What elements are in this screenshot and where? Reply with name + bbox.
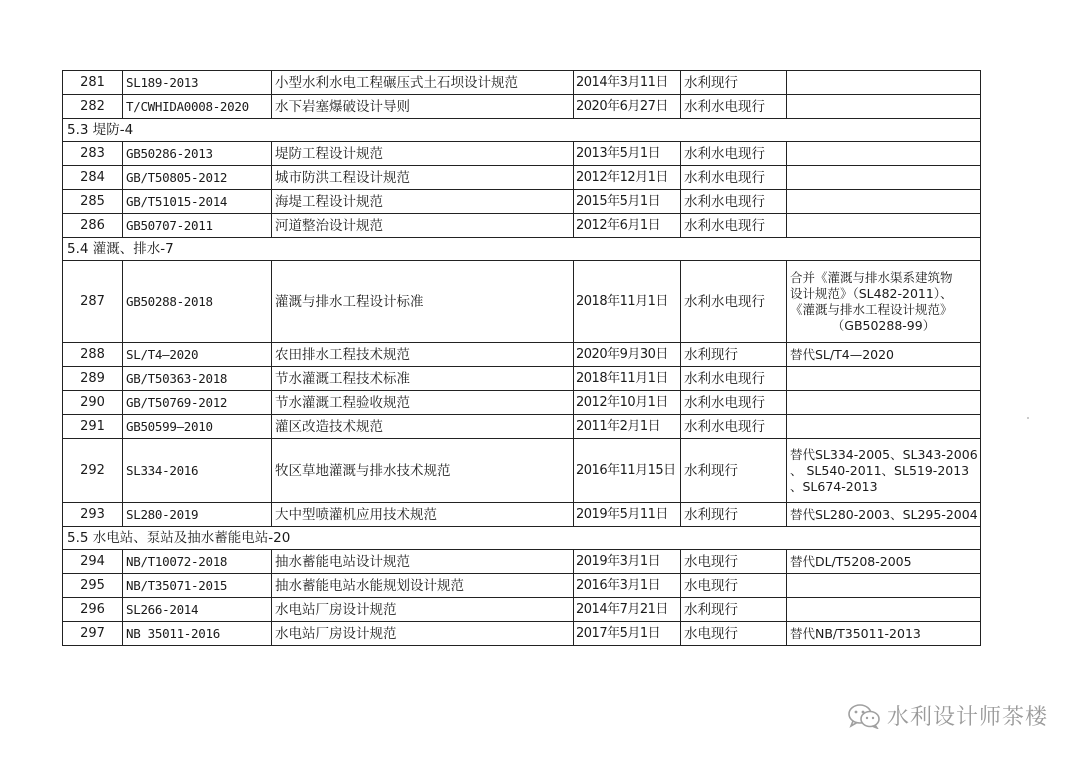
- standard-name: 水下岩塞爆破设计导则: [272, 95, 574, 119]
- status-text: 水利水电现行: [681, 415, 787, 439]
- standard-code: SL189-2013: [123, 71, 272, 95]
- status-text: 水电现行: [681, 574, 787, 598]
- status-text: 水利现行: [681, 503, 787, 527]
- standard-code: SL266-2014: [123, 598, 272, 622]
- section-header-row: [63, 527, 981, 550]
- row-number: 294: [63, 550, 123, 574]
- standard-name: 牧区草地灌溉与排水技术规范: [272, 439, 574, 503]
- effective-date: 2015年5月1日: [574, 190, 681, 214]
- standard-name: 水电站厂房设计规范: [272, 622, 574, 646]
- row-number: 290: [63, 391, 123, 415]
- table-row: [63, 598, 981, 622]
- remark: [787, 142, 981, 166]
- row-number: 282: [63, 95, 123, 119]
- scan-speck: [1027, 417, 1029, 419]
- table-row: [63, 214, 981, 238]
- status-text: 水利水电现行: [681, 142, 787, 166]
- remark-line: 合并《灌溉与排水渠系建筑物: [790, 269, 953, 285]
- remark: [787, 415, 981, 439]
- section-title: 5.4 灌溉、排水-7: [63, 238, 981, 261]
- row-number: 293: [63, 503, 123, 527]
- row-number: 283: [63, 142, 123, 166]
- table-row: [63, 415, 981, 439]
- effective-date: 2020年9月30日: [574, 343, 681, 367]
- standard-code: GB/T50769-2012: [123, 391, 272, 415]
- standard-name: 大中型喷灌机应用技术规范: [272, 503, 574, 527]
- remark: [787, 439, 981, 503]
- standard-name: 抽水蓄能电站设计规范: [272, 550, 574, 574]
- table-row: [63, 439, 981, 503]
- standard-name: 河道整治设计规范: [272, 214, 574, 238]
- effective-date: 2018年11月1日: [574, 367, 681, 391]
- effective-date: 2012年6月1日: [574, 214, 681, 238]
- remark: [787, 598, 981, 622]
- table-row: [63, 190, 981, 214]
- row-number: 287: [63, 261, 123, 343]
- table-row: [63, 391, 981, 415]
- table-row: [63, 367, 981, 391]
- standard-name: 节水灌溉工程技术标准: [272, 367, 574, 391]
- standard-code: GB50599—2010: [123, 415, 272, 439]
- standard-code: GB/T51015-2014: [123, 190, 272, 214]
- table-row: [63, 261, 981, 343]
- standard-name: 城市防洪工程设计规范: [272, 166, 574, 190]
- standard-name: 堤防工程设计规范: [272, 142, 574, 166]
- status-text: 水电现行: [681, 550, 787, 574]
- table-row: [63, 550, 981, 574]
- standard-code: NB/T10072-2018: [123, 550, 272, 574]
- standard-code: NB 35011-2016: [123, 622, 272, 646]
- effective-date: 2017年5月1日: [574, 622, 681, 646]
- status-text: 水利水电现行: [681, 391, 787, 415]
- row-number: 285: [63, 190, 123, 214]
- remark: [787, 190, 981, 214]
- remark-line: 、SL674-2013: [790, 478, 878, 494]
- effective-date: 2016年11月15日: [574, 439, 681, 503]
- row-number: 284: [63, 166, 123, 190]
- section-header-row: [63, 119, 981, 142]
- effective-date: 2019年5月11日: [574, 503, 681, 527]
- status-text: 水利现行: [681, 343, 787, 367]
- remark: [787, 71, 981, 95]
- effective-date: 2019年3月1日: [574, 550, 681, 574]
- row-number: 295: [63, 574, 123, 598]
- remark-line: 《灌溉与排水工程设计规范》: [790, 301, 953, 317]
- row-number: 281: [63, 71, 123, 95]
- standard-name: 灌区改造技术规范: [272, 415, 574, 439]
- effective-date: 2014年3月11日: [574, 71, 681, 95]
- standard-name: 灌溉与排水工程设计标准: [272, 261, 574, 343]
- standard-name: 抽水蓄能电站水能规划设计规范: [272, 574, 574, 598]
- table-row: [63, 95, 981, 119]
- remark: [787, 166, 981, 190]
- effective-date: 2018年11月1日: [574, 261, 681, 343]
- standard-code: GB/T50805-2012: [123, 166, 272, 190]
- effective-date: 2012年10月1日: [574, 391, 681, 415]
- standard-name: 海堤工程设计规范: [272, 190, 574, 214]
- standard-code: SL334-2016: [123, 439, 272, 503]
- watermark-text: 水利设计师茶楼: [886, 705, 1048, 730]
- table-row: [63, 574, 981, 598]
- standard-code: NB/T35071-2015: [123, 574, 272, 598]
- standard-code: GB/T50363-2018: [123, 367, 272, 391]
- standard-name: 农田排水工程技术规范: [272, 343, 574, 367]
- effective-date: 2012年12月1日: [574, 166, 681, 190]
- remark-line: 替代SL334-2005、SL343-2006: [790, 446, 978, 462]
- remark: [787, 391, 981, 415]
- status-text: 水利现行: [681, 439, 787, 503]
- standard-code: GB50288-2018: [123, 261, 272, 343]
- table-row: [63, 503, 981, 527]
- table-row: [63, 166, 981, 190]
- status-text: 水利水电现行: [681, 190, 787, 214]
- standards-table: [62, 70, 981, 646]
- standard-code: GB50286-2013: [123, 142, 272, 166]
- status-text: 水利水电现行: [681, 214, 787, 238]
- standard-name: 节水灌溉工程验收规范: [272, 391, 574, 415]
- row-number: 286: [63, 214, 123, 238]
- standard-code: SL280-2019: [123, 503, 272, 527]
- watermark: [847, 700, 1048, 731]
- section-title: 5.5 水电站、泵站及抽水蓄能电站-20: [63, 527, 981, 550]
- remark-line: 、 SL540-2011、SL519-2013: [790, 462, 970, 478]
- status-text: 水利水电现行: [681, 166, 787, 190]
- row-number: 288: [63, 343, 123, 367]
- remark: [787, 574, 981, 598]
- wechat-icon: [847, 703, 881, 729]
- row-number: 289: [63, 367, 123, 391]
- remark: 替代SL/T4—2020: [787, 343, 981, 367]
- effective-date: 2013年5月1日: [574, 142, 681, 166]
- table-row: [63, 622, 981, 646]
- status-text: 水利现行: [681, 598, 787, 622]
- row-number: 292: [63, 439, 123, 503]
- row-number: 291: [63, 415, 123, 439]
- effective-date: 2011年2月1日: [574, 415, 681, 439]
- standard-name: 水电站厂房设计规范: [272, 598, 574, 622]
- effective-date: 2020年6月27日: [574, 95, 681, 119]
- table-row: [63, 71, 981, 95]
- standard-code: GB50707-2011: [123, 214, 272, 238]
- effective-date: 2016年3月1日: [574, 574, 681, 598]
- remark: 替代DL/T5208-2005: [787, 550, 981, 574]
- remark: [787, 367, 981, 391]
- row-number: 297: [63, 622, 123, 646]
- status-text: 水利水电现行: [681, 95, 787, 119]
- remark-line: 设计规范》（SL482-2011）、: [790, 285, 953, 301]
- remark: 替代SL280-2003、SL295-2004: [787, 503, 981, 527]
- remark: [787, 261, 981, 343]
- standard-code: T/CWHIDA0008-2020: [123, 95, 272, 119]
- status-text: 水利现行: [681, 71, 787, 95]
- remark: [787, 95, 981, 119]
- status-text: 水利水电现行: [681, 367, 787, 391]
- table-row: [63, 142, 981, 166]
- effective-date: 2014年7月21日: [574, 598, 681, 622]
- section-title: 5.3 堤防-4: [63, 119, 981, 142]
- row-number: 296: [63, 598, 123, 622]
- remark: 替代NB/T35011-2013: [787, 622, 981, 646]
- standard-code: SL/T4—2020: [123, 343, 272, 367]
- remark: [787, 214, 981, 238]
- remark-line: （GB50288-99）: [831, 317, 936, 333]
- section-header-row: [63, 238, 981, 261]
- status-text: 水电现行: [681, 622, 787, 646]
- status-text: 水利水电现行: [681, 261, 787, 343]
- table-row: [63, 343, 981, 367]
- standard-name: 小型水利水电工程碾压式土石坝设计规范: [272, 71, 574, 95]
